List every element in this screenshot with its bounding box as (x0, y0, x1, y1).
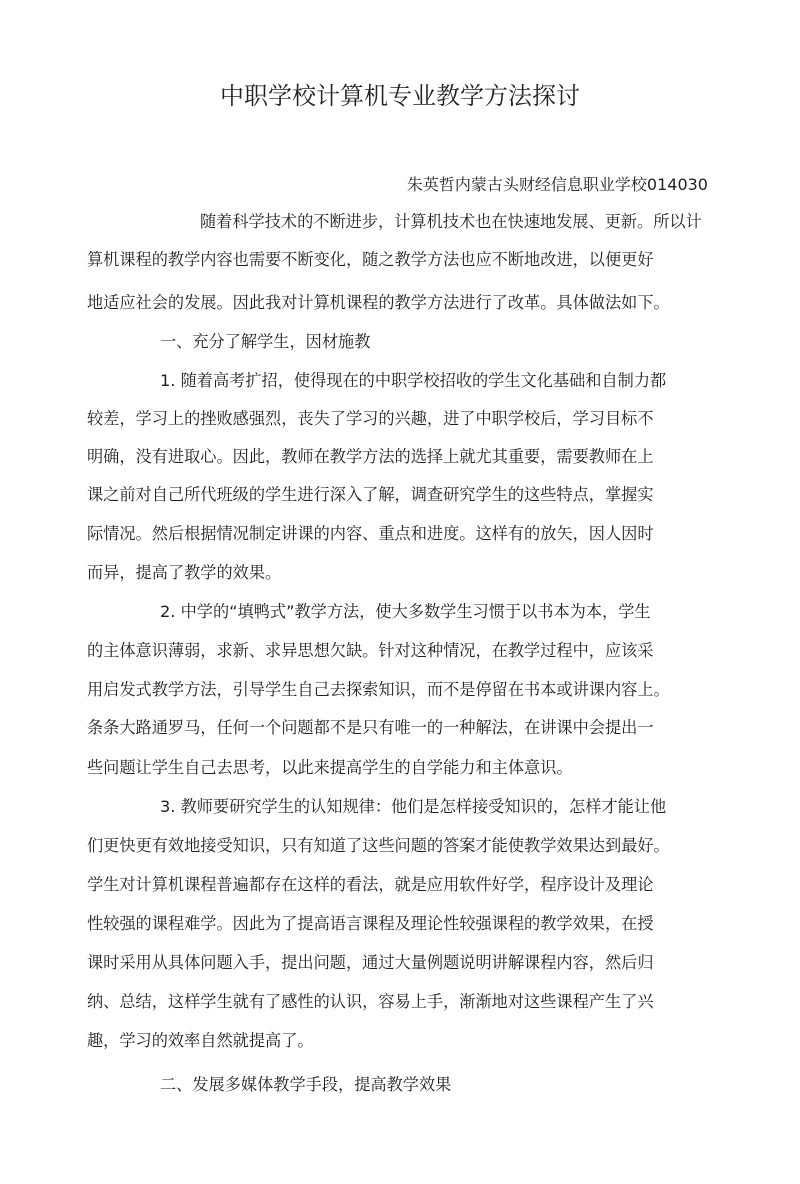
paragraph-line: 而异，提高了教学的效果。 (87, 563, 282, 582)
paragraph-line: 性较强的课程难学。因此为了提高语言课程及理论性较强课程的教学效果，在授 (87, 914, 654, 933)
paragraph-line: 地适应社会的发展。因此我对计算机课程的教学方法进行了改革。具体做法如下。 (87, 293, 670, 312)
paragraph-line: 1. 随着高考扩招，使得现在的中职学校招收的学生文化基础和自制力都 (160, 371, 667, 390)
paragraph-line: 课之前对自己所代班级的学生进行深入了解，调查研究学生的这些特点，掌握实 (87, 485, 654, 504)
paragraph-line: 趣，学习的效率自然就提高了。 (87, 1031, 314, 1050)
paragraph-line: 随着科学技术的不断进步，计算机技术也在快速地发展、更新。所以计 (200, 212, 702, 231)
paragraph-line: 际情况。然后根据情况制定讲课的内容、重点和进度。这样有的放矢，因人因时 (87, 524, 654, 543)
paragraph-line: 条条大路通罗马，任何一个问题都不是只有唯一的一种解法，在讲课中会提出一 (87, 718, 654, 737)
paragraph-line: 算机课程的教学内容也需要不断变化，随之教学方法也应不断地改进，以便更好 (87, 250, 654, 269)
paragraph-line: 2. 中学的“填鸭式”教学方法，使大多数学生习惯于以书本为本，学生 (160, 602, 651, 621)
paragraph-line: 二、发展多媒体教学手段，提高教学效果 (160, 1075, 452, 1094)
document-title: 中职学校计算机专业教学方法探讨 (220, 82, 580, 110)
author-affiliation: 朱英哲内蒙古头财经信息职业学校014030 (406, 175, 708, 194)
paragraph-line: 纳、总结，这样学生就有了感性的认识，容易上手，渐渐地对这些课程产生了兴 (87, 992, 654, 1011)
paragraph-line: 些问题让学生自己去思考，以此来提高学生的自学能力和主体意识。 (87, 758, 573, 777)
paragraph-line: 3. 教师要研究学生的认知规律：他们是怎样接受知识的，怎样才能让他 (160, 797, 667, 816)
paragraph-line: 较差，学习上的挫败感强烈，丧失了学习的兴趣，进了中职学校后，学习目标不 (87, 409, 654, 428)
paragraph-line: 们更快更有效地接受知识，只有知道了这些问题的答案才能使教学效果达到最好。 (87, 836, 670, 855)
paragraph-line: 用启发式教学方法，引导学生自己去探索知识，而不是停留在书本或讲课内容上。 (87, 680, 670, 699)
paragraph-line: 一、充分了解学生，因材施教 (160, 332, 371, 351)
paragraph-line: 的主体意识薄弱，求新、求异思想欠缺。针对这种情况，在教学过程中，应该采 (87, 641, 654, 660)
paragraph-line: 明确，没有进取心。因此，教师在教学方法的选择上就尤其重要，需要教师在上 (87, 447, 654, 466)
paragraph-line: 课时采用从具体问题入手，提出问题，通过大量例题说明讲解课程内容，然后归 (87, 953, 654, 972)
paragraph-line: 学生对计算机课程普遍都存在这样的看法，就是应用软件好学，程序设计及理论 (87, 875, 654, 894)
